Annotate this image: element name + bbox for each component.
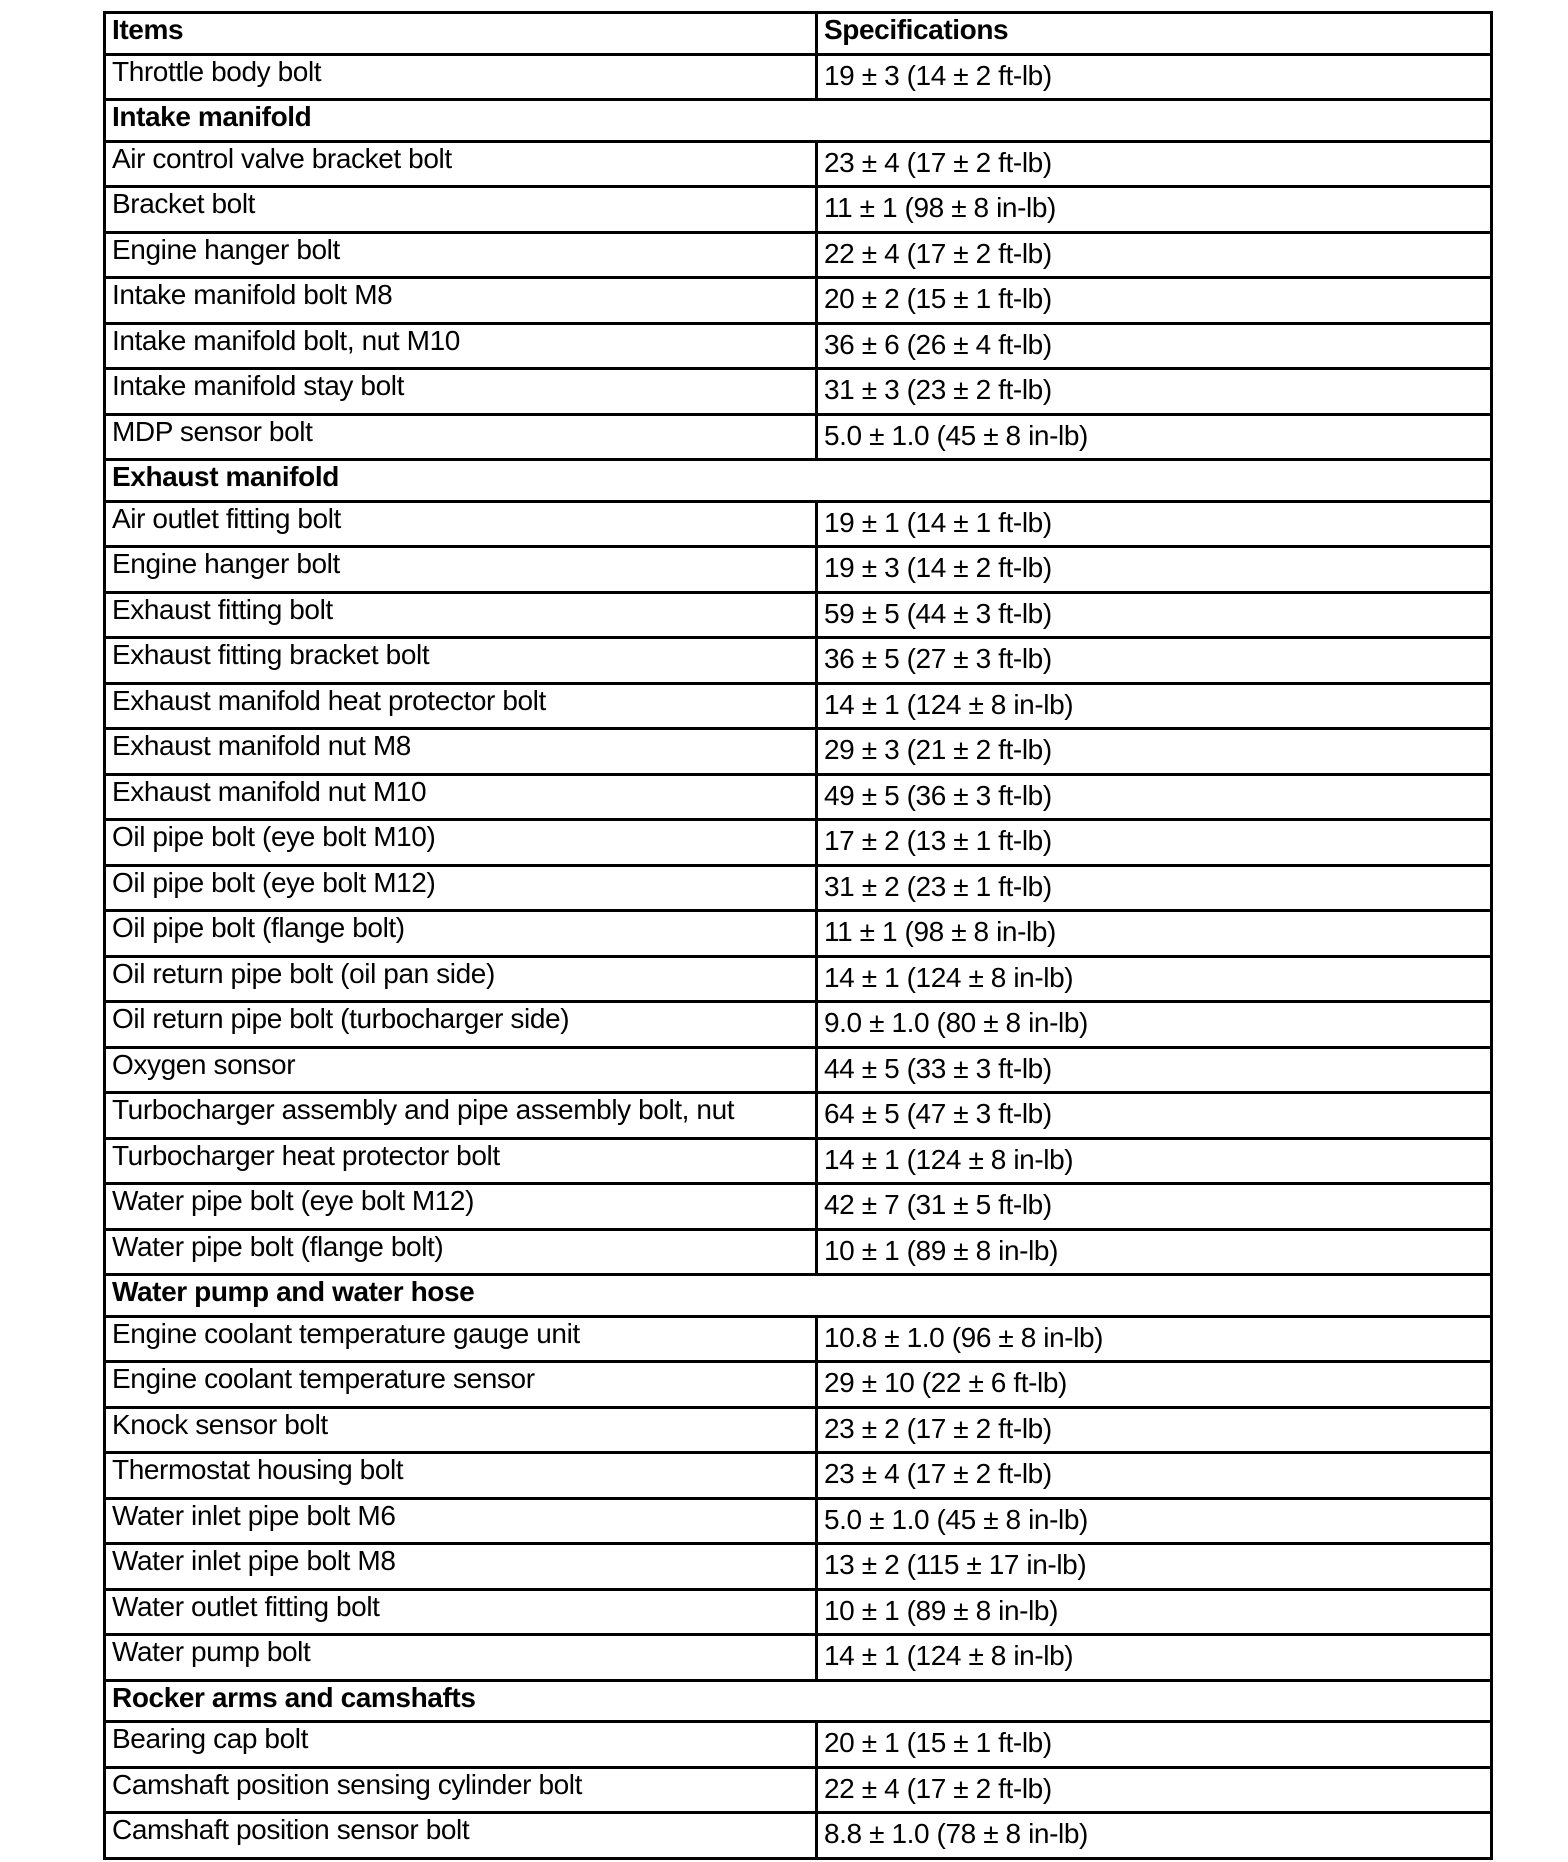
table-header-row [105, 13, 1492, 55]
table-row [105, 1722, 1492, 1768]
table-row [105, 1453, 1492, 1499]
item-cell: Intake manifold stay bolt [105, 369, 817, 415]
spec-cell: 23 ± 2 (17 ± 2 ft-lb) [817, 1407, 1492, 1453]
table-row [105, 729, 1492, 775]
item-cell: Exhaust manifold nut M10 [105, 774, 817, 820]
item-cell: Knock sensor bolt [105, 1407, 817, 1453]
item-cell: Oil return pipe bolt (turbocharger side) [105, 1002, 817, 1048]
table-row [105, 414, 1492, 460]
item-cell: Oil pipe bolt (eye bolt M10) [105, 820, 817, 866]
table-row [105, 232, 1492, 278]
item-cell: Water pump bolt [105, 1635, 817, 1681]
section-title: Exhaust manifold [105, 460, 1492, 502]
table-row [105, 1184, 1492, 1230]
spec-cell: 5.0 ± 1.0 (45 ± 8 in-lb) [817, 1498, 1492, 1544]
spec-cell: 14 ± 1 (124 ± 8 in-lb) [817, 683, 1492, 729]
spec-cell: 44 ± 5 (33 ± 3 ft-lb) [817, 1047, 1492, 1093]
spec-table-body [105, 13, 1492, 1859]
item-cell: Exhaust fitting bracket bolt [105, 638, 817, 684]
section-title: Rocker arms and camshafts [105, 1680, 1492, 1722]
item-cell: Oil pipe bolt (flange bolt) [105, 911, 817, 957]
item-cell: Engine hanger bolt [105, 232, 817, 278]
spec-cell: 10 ± 1 (89 ± 8 in-lb) [817, 1229, 1492, 1275]
spec-cell: 19 ± 3 (14 ± 2 ft-lb) [817, 54, 1492, 100]
section-header-row [105, 1680, 1492, 1722]
items-column-header: Items [105, 13, 817, 55]
spec-cell: 36 ± 6 (26 ± 4 ft-lb) [817, 323, 1492, 369]
table-row [105, 1498, 1492, 1544]
table-row [105, 1362, 1492, 1408]
item-cell: Thermostat housing bolt [105, 1453, 817, 1499]
specifications-column-header: Specifications [817, 13, 1492, 55]
item-cell: Engine hanger bolt [105, 547, 817, 593]
table-row [105, 1229, 1492, 1275]
spec-cell: 14 ± 1 (124 ± 8 in-lb) [817, 956, 1492, 1002]
spec-cell: 22 ± 4 (17 ± 2 ft-lb) [817, 1767, 1492, 1813]
spec-cell: 10.8 ± 1.0 (96 ± 8 in-lb) [817, 1316, 1492, 1362]
table-row [105, 501, 1492, 547]
spec-cell: 10 ± 1 (89 ± 8 in-lb) [817, 1589, 1492, 1635]
table-row [105, 1544, 1492, 1590]
section-header-row [105, 1275, 1492, 1317]
spec-cell: 22 ± 4 (17 ± 2 ft-lb) [817, 232, 1492, 278]
spec-cell: 64 ± 5 (47 ± 3 ft-lb) [817, 1093, 1492, 1139]
table-row [105, 956, 1492, 1002]
table-row [105, 1813, 1492, 1859]
table-row [105, 54, 1492, 100]
item-cell: Intake manifold bolt M8 [105, 278, 817, 324]
spec-cell: 5.0 ± 1.0 (45 ± 8 in-lb) [817, 414, 1492, 460]
section-header-row [105, 100, 1492, 142]
item-cell: Oxygen sonsor [105, 1047, 817, 1093]
item-cell: Oil return pipe bolt (oil pan side) [105, 956, 817, 1002]
item-cell: Camshaft position sensing cylinder bolt [105, 1767, 817, 1813]
item-cell: Water outlet fitting bolt [105, 1589, 817, 1635]
table-row [105, 774, 1492, 820]
spec-cell: 19 ± 1 (14 ± 1 ft-lb) [817, 501, 1492, 547]
table-row [105, 278, 1492, 324]
section-title: Intake manifold [105, 100, 1492, 142]
spec-cell: 9.0 ± 1.0 (80 ± 8 in-lb) [817, 1002, 1492, 1048]
spec-cell: 42 ± 7 (31 ± 5 ft-lb) [817, 1184, 1492, 1230]
item-cell: Engine coolant temperature sensor [105, 1362, 817, 1408]
spec-cell: 29 ± 3 (21 ± 2 ft-lb) [817, 729, 1492, 775]
spec-cell: 11 ± 1 (98 ± 8 in-lb) [817, 187, 1492, 233]
spec-cell: 23 ± 4 (17 ± 2 ft-lb) [817, 141, 1492, 187]
table-row [105, 865, 1492, 911]
table-row [105, 369, 1492, 415]
item-cell: Exhaust manifold heat protector bolt [105, 683, 817, 729]
spec-cell: 59 ± 5 (44 ± 3 ft-lb) [817, 592, 1492, 638]
table-row [105, 911, 1492, 957]
table-row [105, 1002, 1492, 1048]
item-cell: Turbocharger heat protector bolt [105, 1138, 817, 1184]
spec-cell: 20 ± 1 (15 ± 1 ft-lb) [817, 1722, 1492, 1768]
item-cell: Water inlet pipe bolt M6 [105, 1498, 817, 1544]
item-cell: Engine coolant temperature gauge unit [105, 1316, 817, 1362]
spec-cell: 14 ± 1 (124 ± 8 in-lb) [817, 1138, 1492, 1184]
item-cell: Turbocharger assembly and pipe assembly bolt, nut [105, 1093, 817, 1139]
table-row [105, 1407, 1492, 1453]
item-cell: MDP sensor bolt [105, 414, 817, 460]
spec-cell: 17 ± 2 (13 ± 1 ft-lb) [817, 820, 1492, 866]
item-cell: Water pipe bolt (flange bolt) [105, 1229, 817, 1275]
table-row [105, 547, 1492, 593]
table-row [105, 187, 1492, 233]
table-row [105, 141, 1492, 187]
table-row [105, 683, 1492, 729]
section-title: Water pump and water hose [105, 1275, 1492, 1317]
table-row [105, 820, 1492, 866]
section-header-row [105, 460, 1492, 502]
torque-spec-table [103, 11, 1493, 1860]
table-row [105, 323, 1492, 369]
spec-cell: 36 ± 5 (27 ± 3 ft-lb) [817, 638, 1492, 684]
spec-cell: 23 ± 4 (17 ± 2 ft-lb) [817, 1453, 1492, 1499]
item-cell: Exhaust manifold nut M8 [105, 729, 817, 775]
spec-cell: 20 ± 2 (15 ± 1 ft-lb) [817, 278, 1492, 324]
spec-cell: 31 ± 3 (23 ± 2 ft-lb) [817, 369, 1492, 415]
item-cell: Oil pipe bolt (eye bolt M12) [105, 865, 817, 911]
item-cell: Air outlet fitting bolt [105, 501, 817, 547]
spec-cell: 11 ± 1 (98 ± 8 in-lb) [817, 911, 1492, 957]
table-row [105, 1138, 1492, 1184]
spec-cell: 31 ± 2 (23 ± 1 ft-lb) [817, 865, 1492, 911]
spec-cell: 13 ± 2 (115 ± 17 in-lb) [817, 1544, 1492, 1590]
item-cell: Intake manifold bolt, nut M10 [105, 323, 817, 369]
spec-cell: 14 ± 1 (124 ± 8 in-lb) [817, 1635, 1492, 1681]
item-cell: Bearing cap bolt [105, 1722, 817, 1768]
table-row [105, 1767, 1492, 1813]
item-cell: Exhaust fitting bolt [105, 592, 817, 638]
item-cell: Water pipe bolt (eye bolt M12) [105, 1184, 817, 1230]
spec-cell: 19 ± 3 (14 ± 2 ft-lb) [817, 547, 1492, 593]
spec-cell: 29 ± 10 (22 ± 6 ft-lb) [817, 1362, 1492, 1408]
spec-cell: 49 ± 5 (36 ± 3 ft-lb) [817, 774, 1492, 820]
table-row [105, 1316, 1492, 1362]
table-row [105, 1093, 1492, 1139]
item-cell: Bracket bolt [105, 187, 817, 233]
table-row [105, 592, 1492, 638]
spec-cell: 8.8 ± 1.0 (78 ± 8 in-lb) [817, 1813, 1492, 1859]
table-row [105, 1047, 1492, 1093]
item-cell: Air control valve bracket bolt [105, 141, 817, 187]
table-row [105, 1589, 1492, 1635]
item-cell: Camshaft position sensor bolt [105, 1813, 817, 1859]
table-row [105, 1635, 1492, 1681]
table-row [105, 638, 1492, 684]
item-cell: Water inlet pipe bolt M8 [105, 1544, 817, 1590]
item-cell: Throttle body bolt [105, 54, 817, 100]
